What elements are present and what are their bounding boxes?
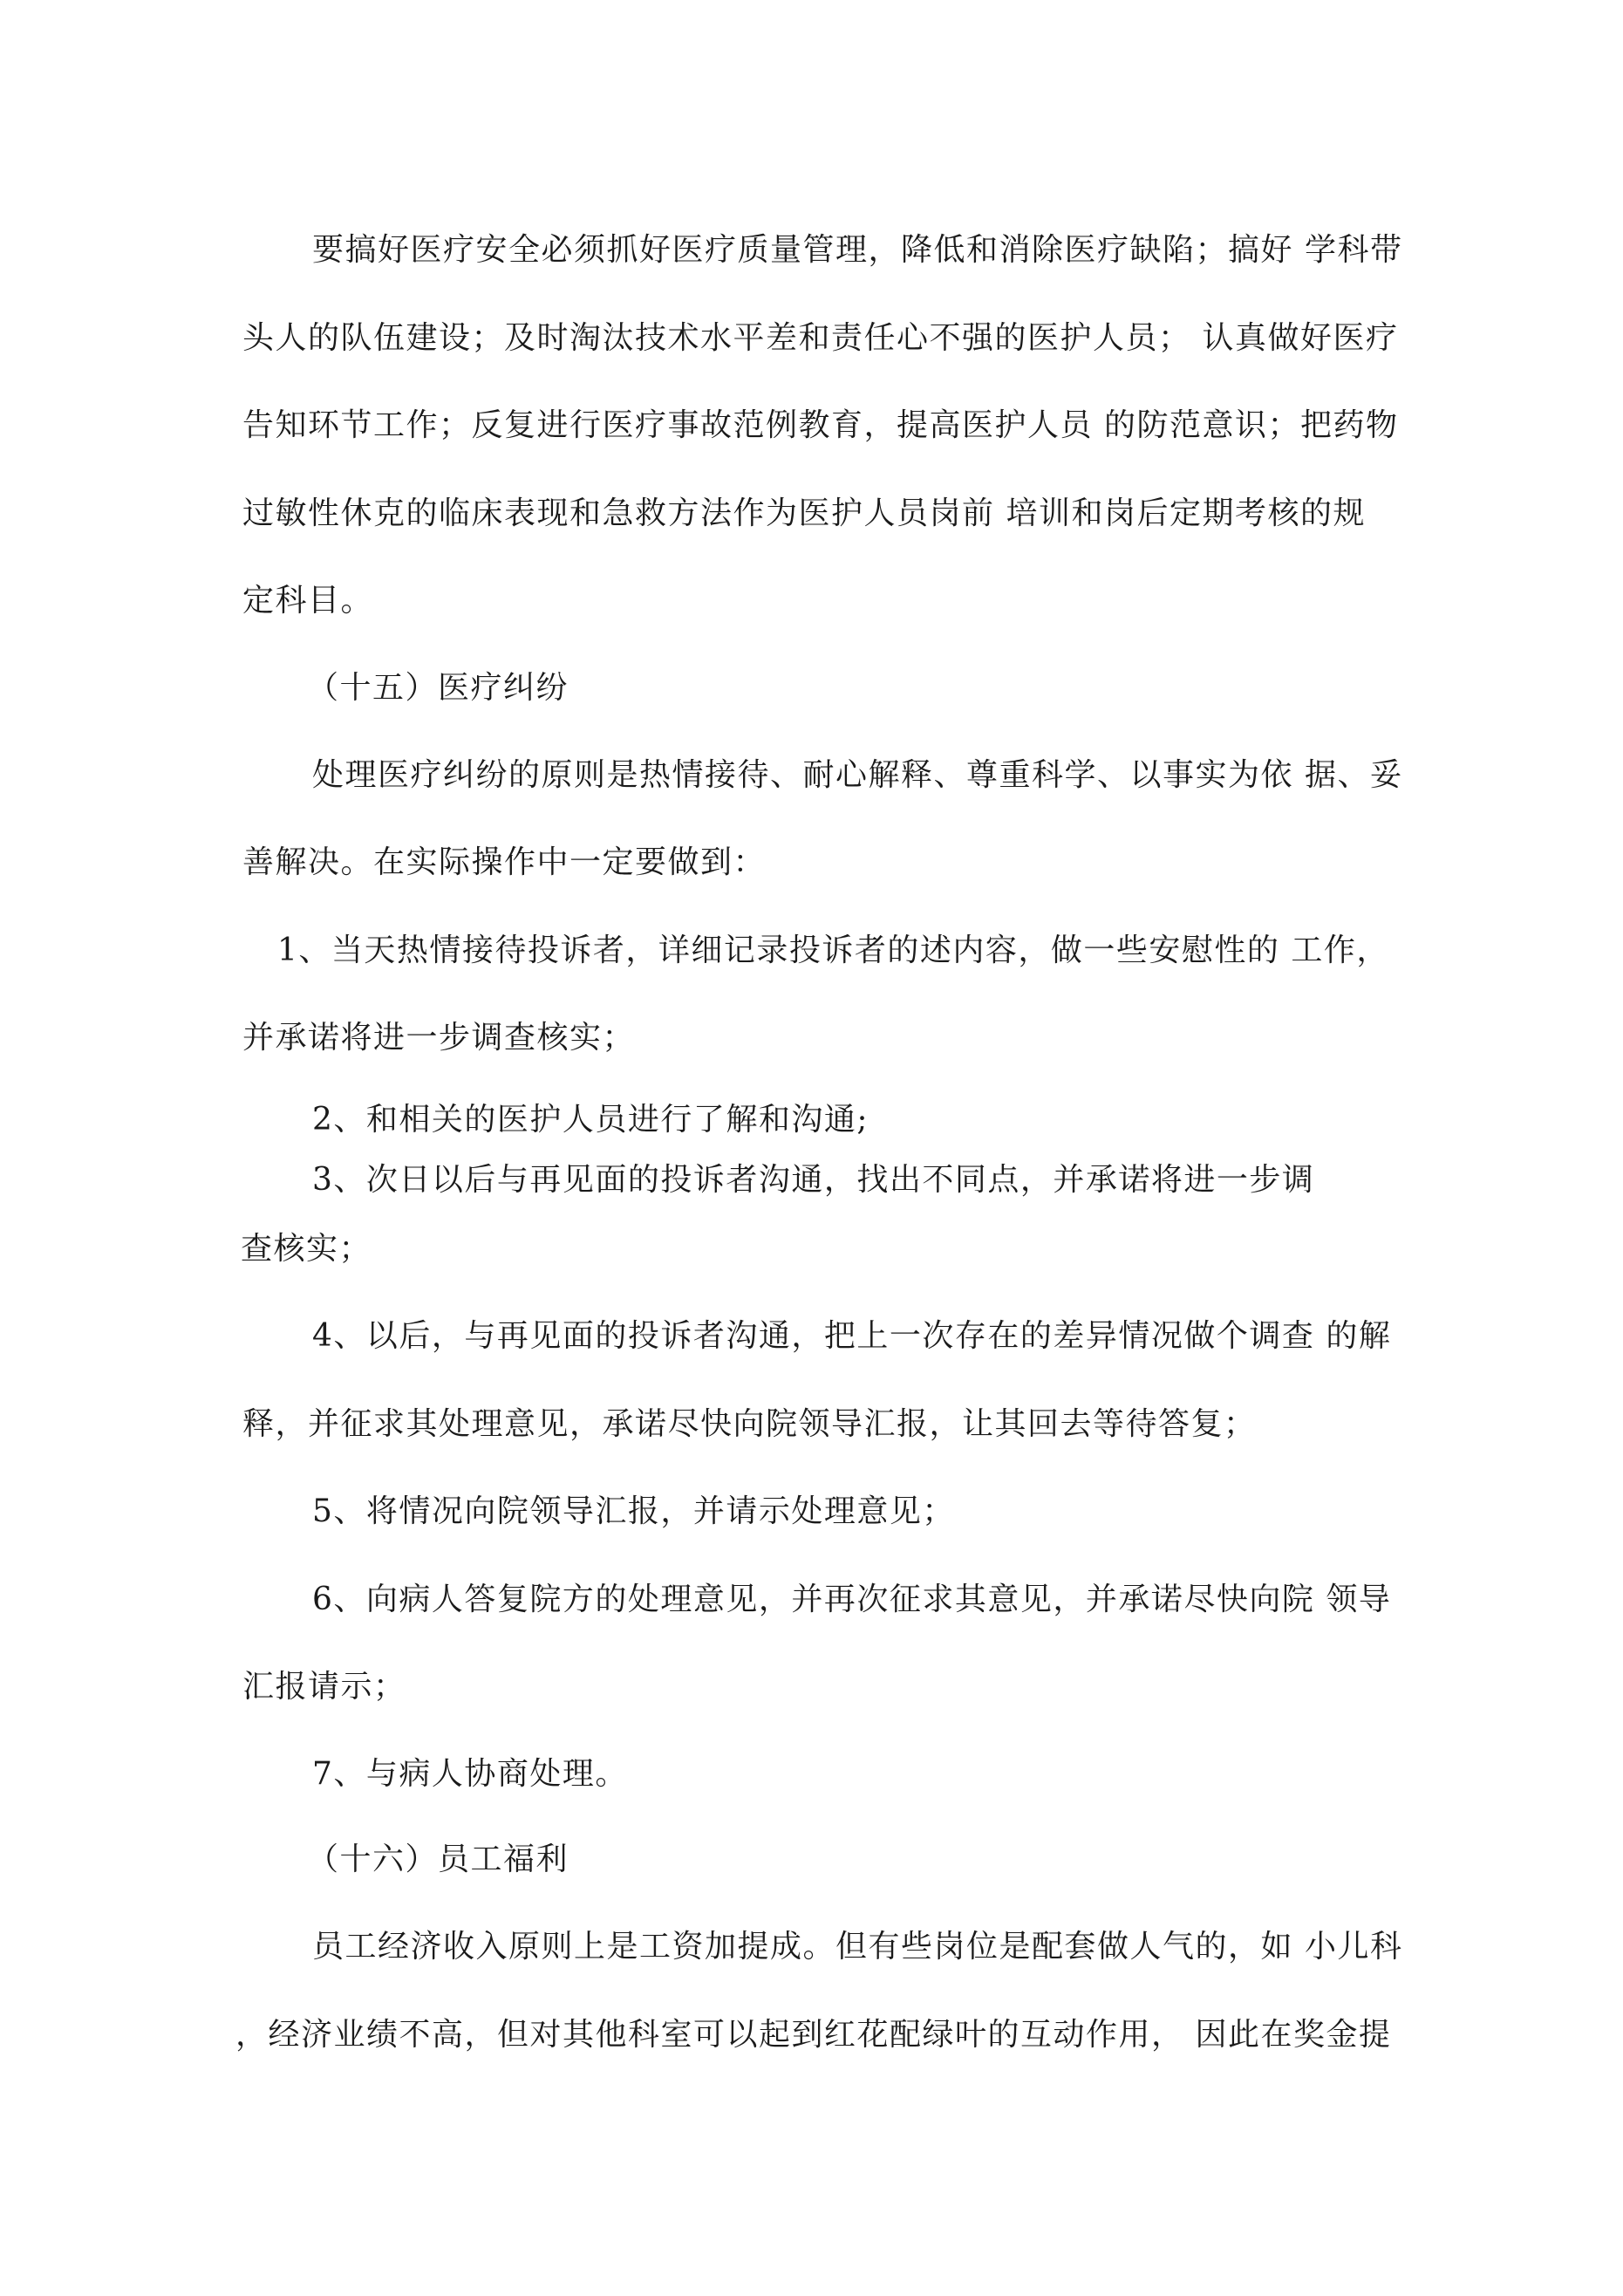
list-item: 4、以后，与再见面的投诉者沟通，把上一次存在的差异情况做个调查 的解 <box>312 1318 1392 1354</box>
text-line: 并承诺将进一步调查核实； <box>242 1020 636 1056</box>
text-line: 过敏性休克的临床表现和急救方法作为医护人员岗前 培训和岗后定期考核的规 <box>242 495 1366 531</box>
list-item: 7、与病人协商处理。 <box>312 1756 628 1792</box>
list-item: 2、和相关的医护人员进行了解和沟通; <box>312 1102 869 1138</box>
text-line: 查核实； <box>241 1231 372 1267</box>
text-line: 员工经济收入原则上是工资加提成。但有些岗位是配套做人气的，如 小儿科 <box>312 1929 1403 1965</box>
text-line: 要搞好医疗安全必须抓好医疗质量管理，降低和消除医疗缺陷；搞好 学科带 <box>312 232 1403 268</box>
text-line: 头人的队伍建设；及时淘汰技术水平差和责任心不强的医护人员； 认真做好医疗 <box>242 320 1399 356</box>
text-line: 告知环节工作；反复进行医疗事故范例教育，提高医护人员 的防范意识；把药物 <box>242 407 1399 443</box>
text-line: 善解决。在实际操作中一定要做到： <box>242 844 767 880</box>
text-line: 定科目。 <box>242 583 374 618</box>
text-line: ，经济业绩不高，但对其他科室可以起到红花配绿叶的互动作用， 因此在奖金提 <box>235 2017 1392 2053</box>
text-line: 处理医疗纠纷的原则是热情接待、耐心解释、尊重科学、以事实为依 据、妥 <box>312 757 1403 793</box>
text-line: 汇报请示； <box>242 1669 406 1705</box>
text-line: 释，并征求其处理意见，承诺尽快向院领导汇报，让其回去等待答复； <box>242 1406 1257 1442</box>
list-item: 3、次日以后与再见面的投诉者沟通，找出不同点，并承诺将进一步调 <box>312 1162 1315 1198</box>
section-heading: （十五）医疗纠纷 <box>307 670 569 706</box>
list-item: 5、将情况向院领导汇报，并请示处理意见； <box>312 1493 955 1529</box>
list-item: 1、当天热情接待投诉者，详细记录投诉者的述内容，做一些安慰性的 工作， <box>277 933 1389 968</box>
list-item: 6、向病人答复院方的处理意见，并再次征求其意见，并承诺尽快向院 领导 <box>312 1582 1392 1617</box>
section-heading: （十六）员工福利 <box>307 1842 569 1877</box>
